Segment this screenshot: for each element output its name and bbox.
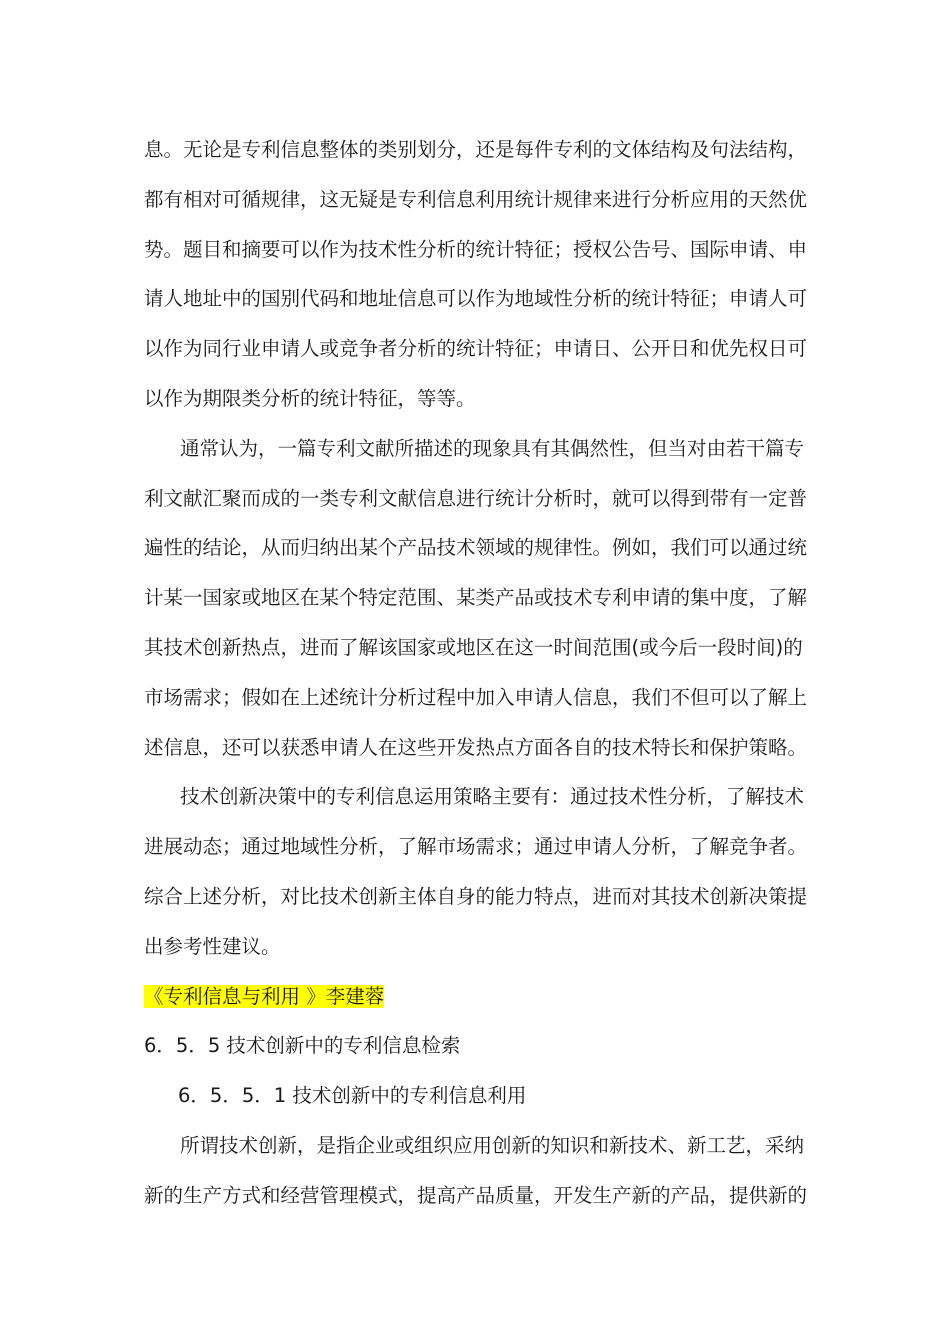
paragraph [144, 125, 808, 424]
text-line: 息。无论是专利信息整体的类别划分，还是每件专利的文体结构及句法结构， [144, 138, 808, 161]
text-line: 以作为期限类分析的统计特征，等等。 [144, 386, 476, 410]
highlighted-citation: 《专利信息与利用 》李建蓉 [144, 984, 385, 1008]
paragraph [144, 1121, 808, 1221]
text-line: 新的生产方式和经营管理模式，提高产品质量，开发生产新的产品，提供新的 [144, 1183, 808, 1207]
text-line: 所谓技术创新，是指企业或组织应用创新的知识和新技术、新工艺，采纳 [180, 1133, 805, 1157]
text-line: 计某一国家或地区在某个特定范围、某类产品或技术专利申请的集中度，了解 [144, 586, 808, 610]
text-line: 其技术创新热点，进而了解该国家或地区在这一时间范围(或今后一段时间)的 [144, 635, 803, 659]
section-heading: 6．5．5 技术创新中的专利信息检索 [144, 1034, 461, 1058]
text-line: 通常认为，一篇专利文献所描述的现象具有其偶然性，但当对由若干篇专 [180, 436, 805, 460]
paragraph [144, 772, 808, 971]
text-line: 进展动态；通过地域性分析，了解市场需求；通过申请人分析，了解竞争者。 [144, 835, 808, 859]
document-body [144, 125, 808, 1221]
text-line: 以作为同行业申请人或竞争者分析的统计特征；申请日、公开日和优先权日可 [144, 337, 808, 361]
text-line: 技术创新决策中的专利信息运用策略主要有：通过技术性分析，了解技术 [180, 785, 805, 809]
text-line: 遍性的结论，从而归纳出某个产品技术领域的规律性。例如，我们可以通过统 [144, 536, 808, 560]
text-line: 利文献汇聚而成的一类专利文献信息进行统计分析时，就可以得到带有一定普 [144, 486, 808, 510]
text-line: 都有相对可循规律，这无疑是专利信息利用统计规律来进行分析应用的天然优 [144, 187, 808, 211]
text-line: 述信息，还可以获悉申请人在这些开发热点方面各自的技术特长和保护策略。 [144, 735, 808, 759]
text-line: 请人地址中的国别代码和地址信息可以作为地域性分析的统计特征；申请人可 [144, 287, 808, 311]
paragraph [144, 424, 808, 773]
text-line: 综合上述分析，对比技术创新主体自身的能力特点，进而对其技术创新决策提 [144, 884, 808, 908]
text-line: 出参考性建议。 [144, 934, 281, 958]
source-reference [144, 972, 799, 1022]
subsection-heading: 6．5．5．1 技术创新中的专利信息利用 [178, 1084, 527, 1108]
text-line: 市场需求；假如在上述统计分析过程中加入申请人信息，我们不但可以了解上 [144, 685, 808, 709]
text-line: 势。题目和摘要可以作为技术性分析的统计特征；授权公告号、国际申请、申 [144, 237, 808, 261]
